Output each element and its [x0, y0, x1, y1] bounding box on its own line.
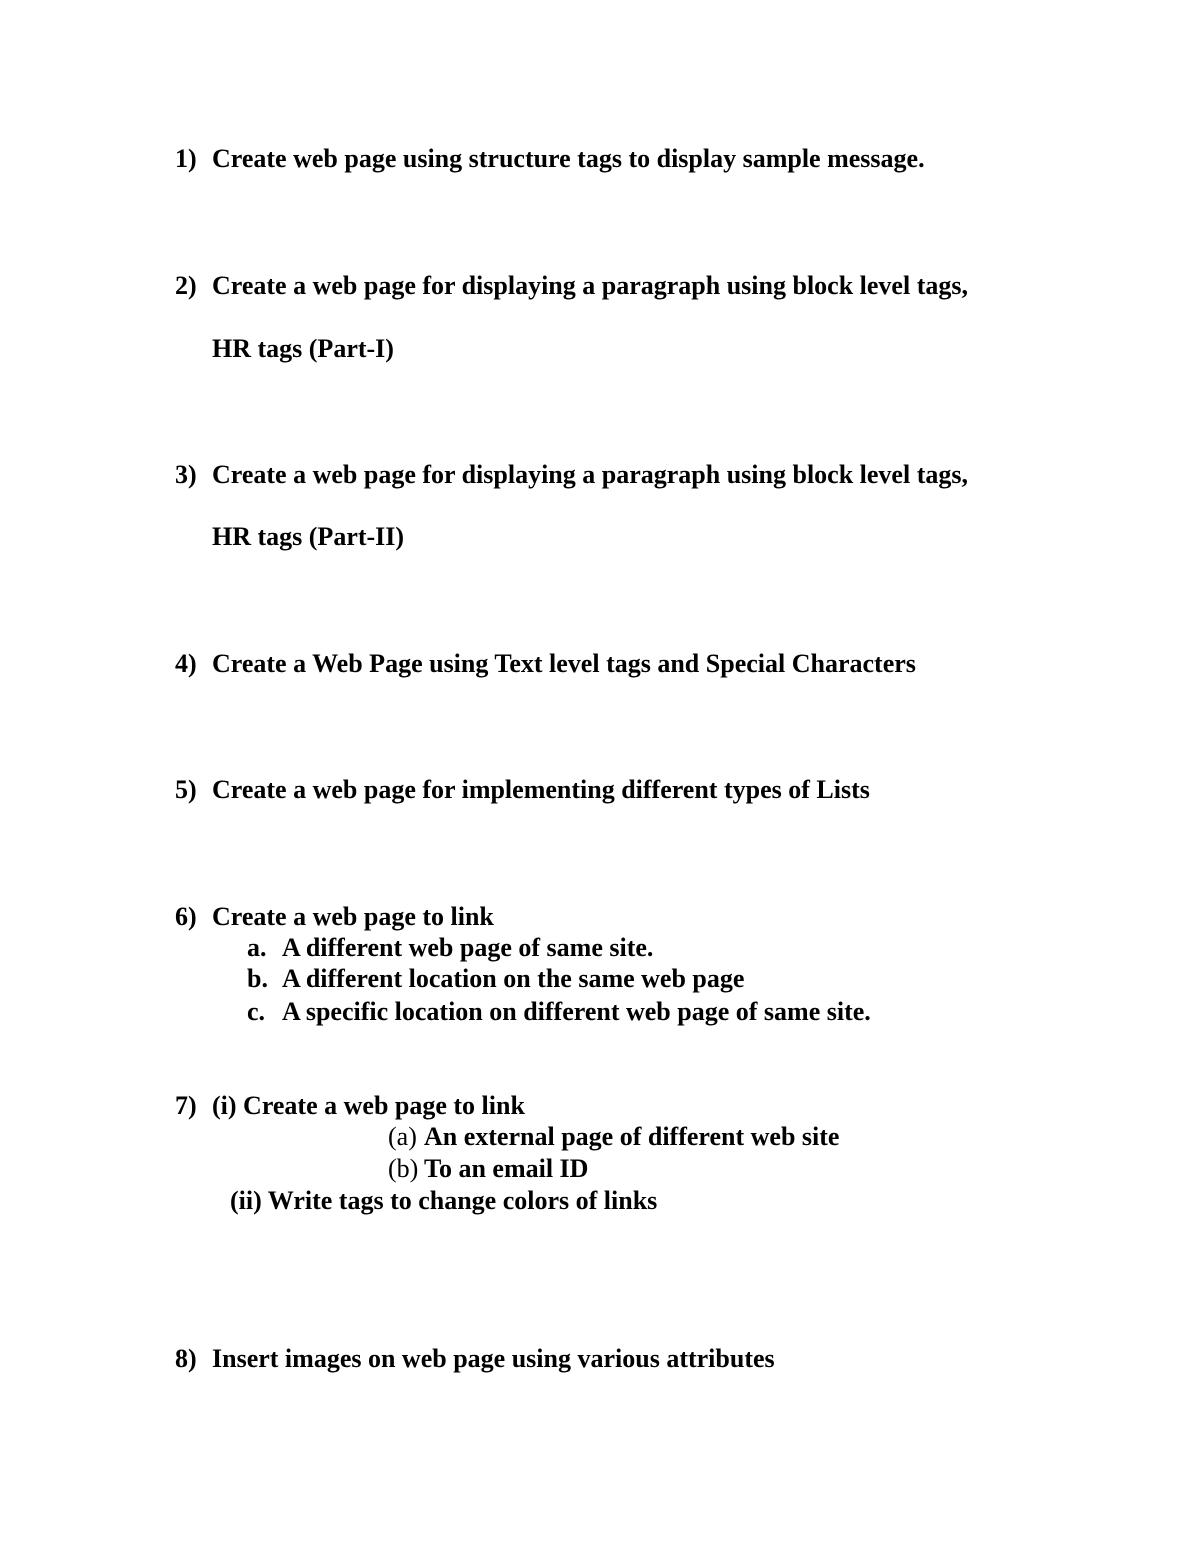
item-text: Create a web page for displaying a paragraph using block level tags, [212, 460, 968, 489]
item-text-continuation: HR tags (Part-II) [212, 522, 405, 551]
item-text: Create a web page to link [212, 902, 494, 931]
item-text: Create web page using structure tags to display sample message. [212, 144, 925, 173]
item-part-2: (ii) Write tags to change colors of links [230, 1186, 658, 1215]
item-text-continuation: HR tags (Part-I) [212, 334, 394, 363]
subitem-text: An external page of different web site [424, 1122, 840, 1151]
subitem-marker: (b) [388, 1154, 419, 1183]
item-text: (i) Create a web page to link [212, 1091, 525, 1120]
subitem-marker: c. [247, 997, 266, 1026]
item-text: Create a Web Page using Text level tags and Special Characters [212, 649, 916, 678]
subitem-marker: b. [247, 964, 268, 993]
item-number: 7) [175, 1091, 197, 1120]
subitem-marker: a. [247, 933, 267, 962]
subitem-text: To an email ID [424, 1154, 589, 1183]
item-number: 4) [175, 649, 197, 678]
subitem-text: A different web page of same site. [282, 933, 654, 962]
item-number: 8) [175, 1344, 197, 1373]
item-text: Create a web page for displaying a paragraph using block level tags, [212, 271, 968, 300]
item-text: Insert images on web page using various attributes [212, 1344, 775, 1373]
item-number: 3) [175, 460, 197, 489]
item-number: 2) [175, 271, 197, 300]
item-number: 5) [175, 775, 197, 804]
item-text: Create a web page for implementing different types of Lists [212, 775, 870, 804]
subitem-marker: (a) [388, 1122, 417, 1151]
item-number: 1) [175, 144, 197, 173]
subitem-text: A specific location on different web page of same site. [282, 997, 871, 1026]
item-number: 6) [175, 902, 197, 931]
subitem-text: A different location on the same web page [282, 964, 745, 993]
